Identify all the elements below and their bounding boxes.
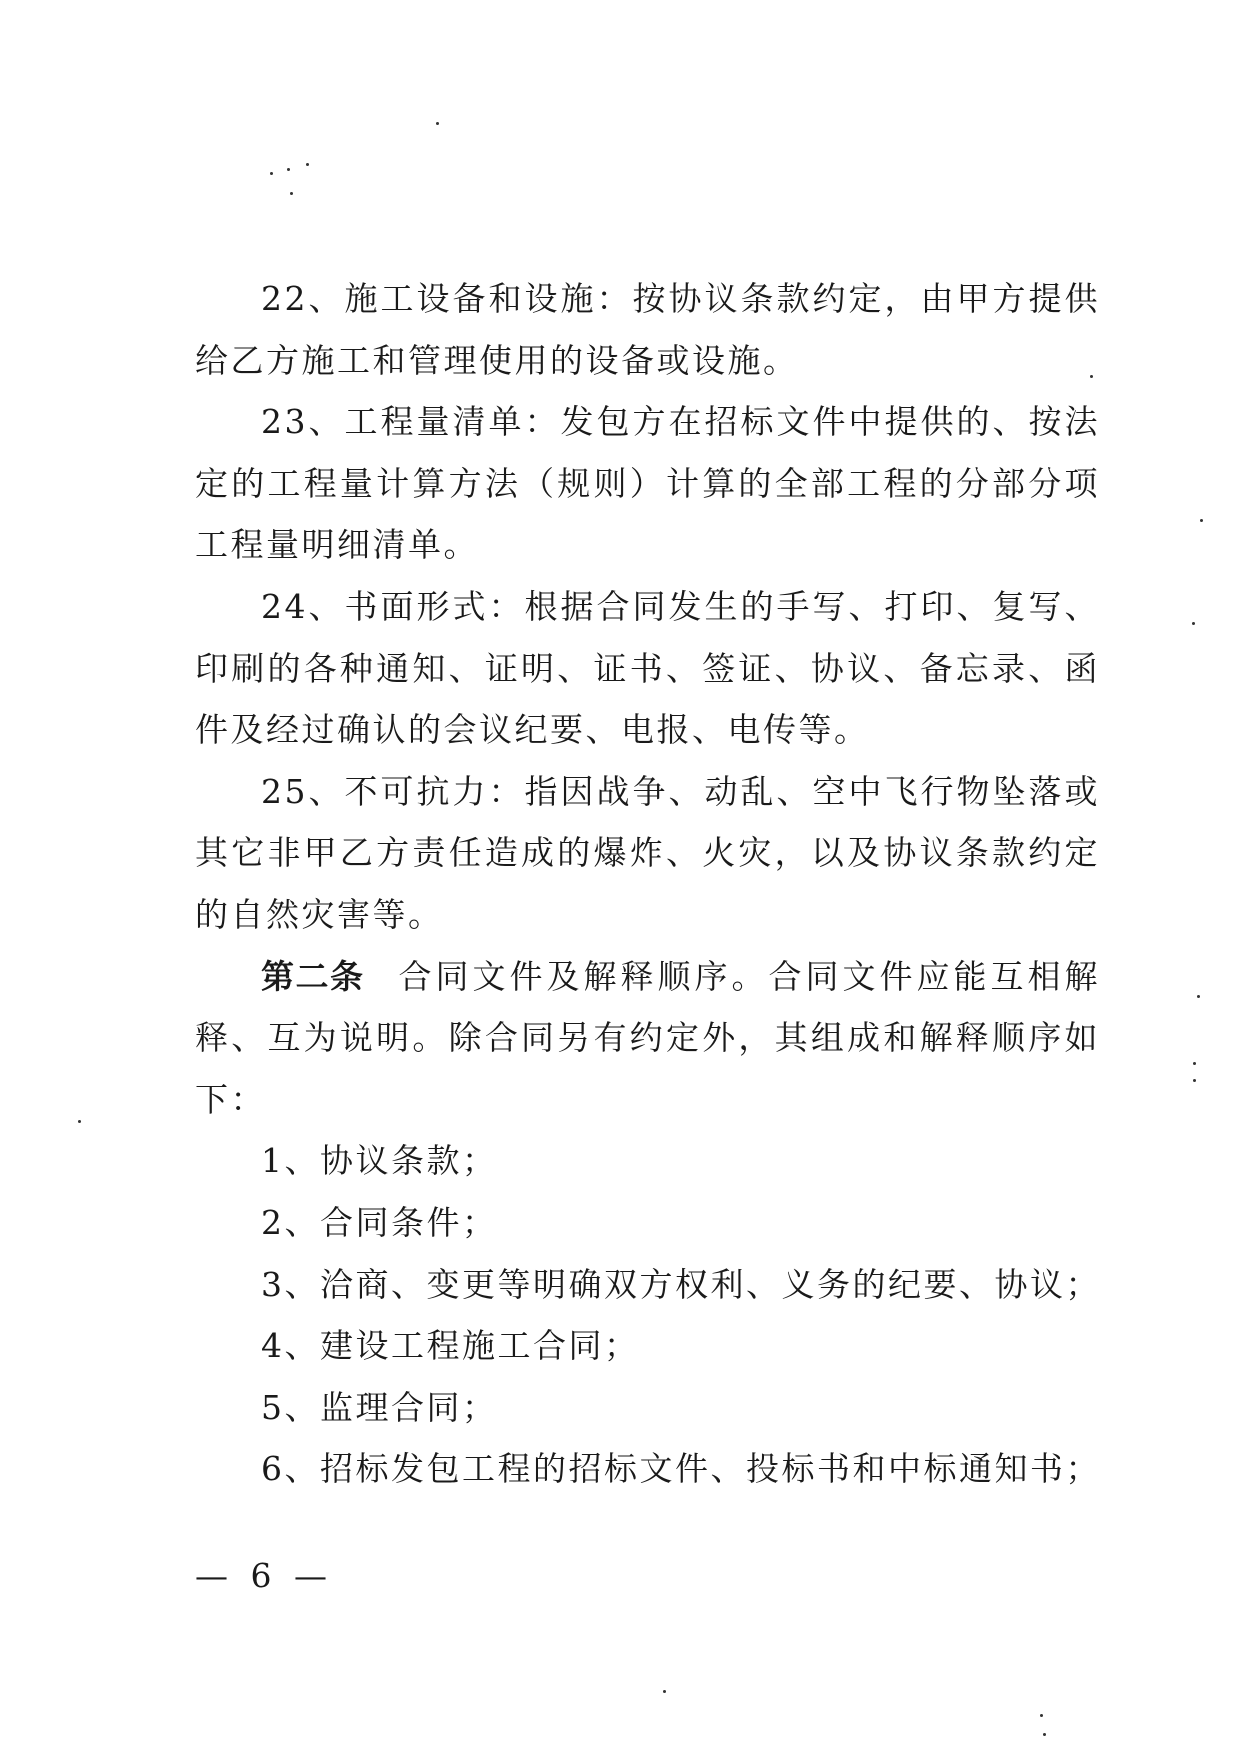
order-item-5: 5、监理合同； — [261, 1387, 498, 1427]
scan-speck — [78, 1120, 81, 1123]
scan-speck — [287, 168, 290, 171]
scan-speck — [1197, 995, 1200, 998]
scan-speck — [1193, 1079, 1196, 1082]
scan-speck — [436, 122, 439, 125]
article-2 — [195, 946, 1100, 1131]
definition-22: 22、施工设备和设施：按协议条款约定，由甲方提供给乙方施工和管理使用的设备或设施。 — [195, 279, 1100, 380]
order-item-4: 4、建设工程施工合同； — [261, 1326, 640, 1366]
scan-speck — [1040, 1714, 1043, 1717]
page-number: — 6 — — [195, 1556, 333, 1595]
order-item-3: 3、洽商、变更等明确双方权利、义务的纪要、协议； — [261, 1264, 1101, 1304]
scan-speck — [306, 163, 309, 166]
definition-25: 25、不可抗力：指因战争、动乱、空中飞行物坠落或其它非甲乙方责任造成的爆炸、火灾，以及协议条款约定的自然灾害等。 — [195, 771, 1100, 934]
scan-speck — [1192, 622, 1195, 625]
scan-speck — [1200, 519, 1203, 522]
scan-speck — [1193, 1062, 1196, 1065]
article-2-heading: 第二条 — [261, 956, 365, 996]
definition-24: 24、书面形式：根据合同发生的手写、打印、复写、印刷的各种通知、证明、证书、签证、协议、备忘录、函件及经过确认的会议纪要、电报、电传等。 — [195, 586, 1100, 750]
order-item-6: 6、招标发包工程的招标文件、投标书和中标通知书； — [261, 1449, 1101, 1489]
article-2-text: 合同文件及解释顺序。合同文件应能互相解释、互为说明。除合同另有约定外，其组成和解释顺序如下： — [195, 956, 1100, 1119]
order-item-1: 1、协议条款； — [261, 1141, 498, 1181]
scan-speck — [663, 1690, 666, 1693]
scan-speck — [290, 192, 293, 195]
order-item-2: 2、合同条件； — [261, 1202, 498, 1242]
definition-23: 23、工程量清单：发包方在招标文件中提供的、按法定的工程量计算方法（规则）计算的全部工程的分部分项工程量明细清单。 — [195, 402, 1100, 565]
body-text — [195, 268, 1100, 1500]
scan-speck — [270, 172, 273, 175]
scan-speck — [1043, 1733, 1046, 1736]
